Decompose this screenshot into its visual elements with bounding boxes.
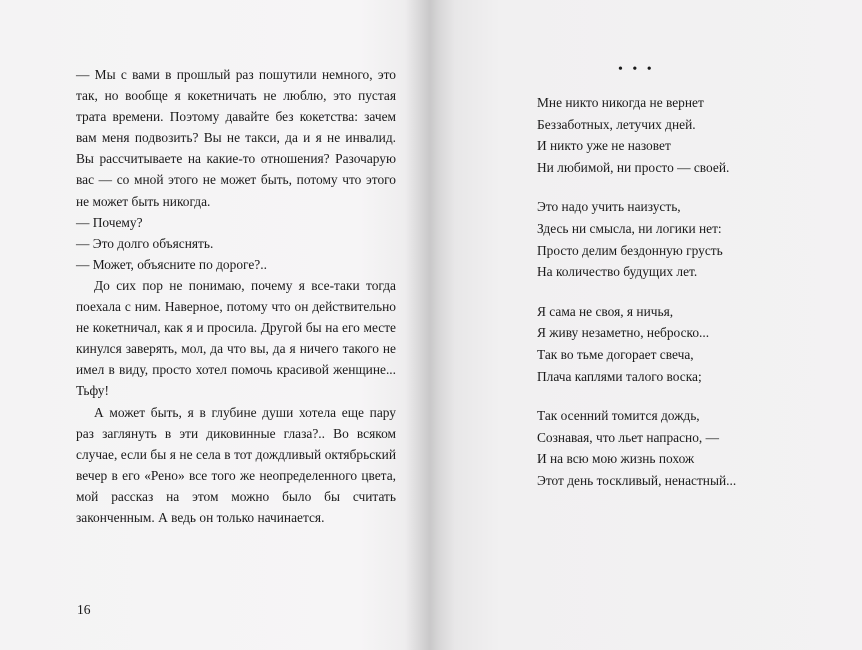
poem-stanza xyxy=(537,92,797,178)
poem-line: И никто уже не назовет xyxy=(537,138,671,154)
paragraph: — Почему? xyxy=(76,214,143,230)
poem-line: На количество будущих лет. xyxy=(537,264,698,280)
poem-line: Я сама не своя, я ничья, xyxy=(537,303,674,319)
poem-line: Беззаботных, летучих дней. xyxy=(537,116,696,132)
section-separator: • • • xyxy=(618,62,655,77)
right-page xyxy=(537,60,797,510)
poem-line: Мне никто никогда не вернет xyxy=(537,95,704,110)
poem-line: И на всю мою жизнь похож xyxy=(537,451,695,467)
poem-stanza xyxy=(537,405,797,491)
poem-line: Так осенний томится дождь, xyxy=(537,408,700,424)
poem-stanza xyxy=(537,301,797,387)
poem-line: Так во тьме догорает свеча, xyxy=(537,346,694,362)
poem-line: Плача каплями талого воска; xyxy=(537,368,702,384)
paragraph: — Это долго объяснять. xyxy=(76,235,214,251)
poem-line: Это надо учить наизусть, xyxy=(537,199,681,215)
paragraph: — Может, объясните по дороге?.. xyxy=(76,256,267,272)
left-page xyxy=(76,64,396,528)
paragraph: А может быть, я в глубине души хотела еще пару раз заглянуть в эти диковинные глаза?.. Во всяком случае, если бы я не села в тот дождливый октябрьский вечер в его «Рено» все того же неопределенного цвета, мой рассказ на этом можно было бы считать законченным. А ведь он только начинается. xyxy=(76,404,396,525)
poem-line: Здесь ни смысла, ни логики нет: xyxy=(537,220,722,236)
poem-line: Этот день тоскливый, ненастный... xyxy=(537,472,737,488)
poem-line: Я живу незаметно, неброско... xyxy=(537,325,710,341)
page-number: 16 xyxy=(77,602,91,617)
poem-stanza xyxy=(537,196,797,282)
poem-line: Ни любимой, ни просто — своей. xyxy=(537,159,730,175)
poem-line: Сознавая, что льет напрасно, — xyxy=(537,429,719,445)
paragraph: До сих пор не понимаю, почему я все-таки тогда поехала с ним. Наверное, потому что он действительно не кокетничал, как я и просила. Другой бы на его месте кинулся заверять, мол, да что вы, да я ничего такого не имел в виду, просто хотел помочь красивой женщине... Тьфу! xyxy=(76,277,396,399)
paragraph: — Мы с вами в прошлый раз пошутили немного, это так, но вообще я кокетничать не люблю, это пустая трата времени. Поэтому давайте без кокетства: зачем вам меня подвозить? Вы не такси, да и я не инвалид. Вы рассчитываете на какие-то отношения? Разочарую вас — со мной этого не может быть, потому что этого не может быть никогда. xyxy=(76,67,396,209)
poem-line: Просто делим бездонную грусть xyxy=(537,242,723,258)
